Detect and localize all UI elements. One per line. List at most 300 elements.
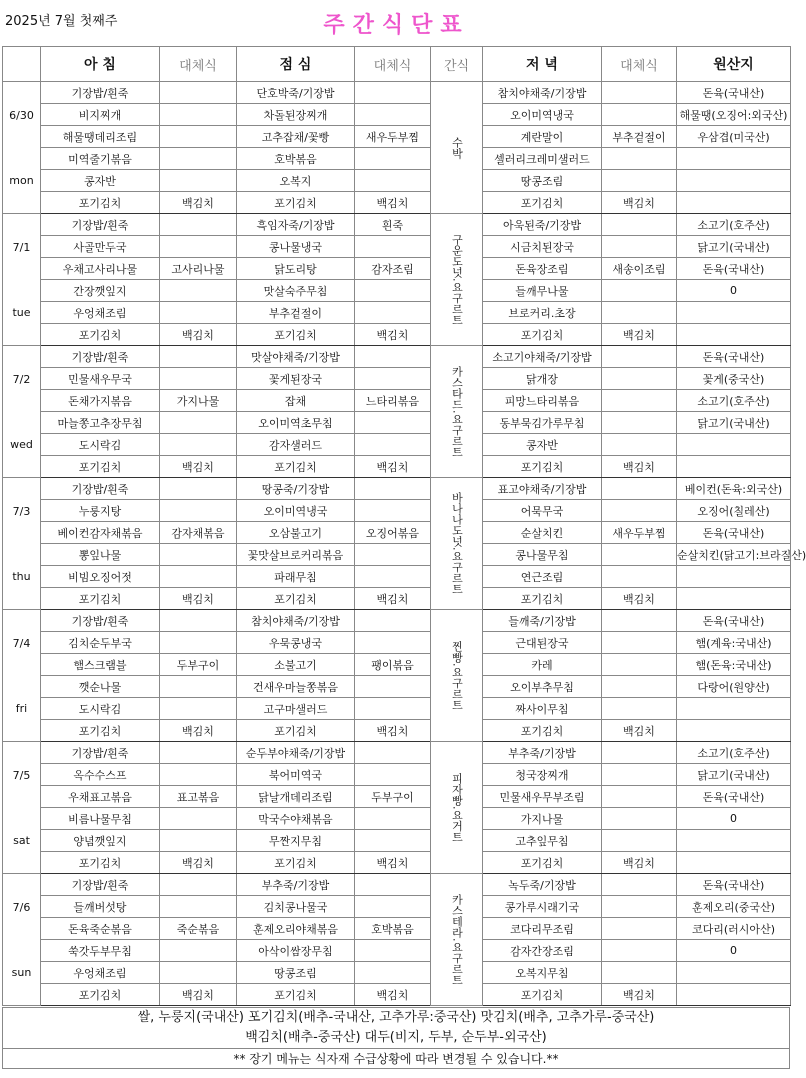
breakfast-cell: 기장밥/흰죽 [41, 82, 160, 104]
day-weekday: fri [15, 701, 28, 715]
breakfast-alt-cell [160, 896, 237, 918]
breakfast-cell: 베이컨감자채볶음 [41, 522, 160, 544]
day-date: 6/30 [9, 108, 34, 122]
origin-cell [677, 720, 791, 742]
dinner-alt-cell: 새우두부찜 [602, 522, 677, 544]
lunch-cell: 차돌된장찌개 [237, 104, 355, 126]
lunch-cell: 건새우마늘쫑볶음 [237, 676, 355, 698]
lunch-cell: 포기김치 [237, 852, 355, 874]
origin-cell: 햄(돈육:국내산) [677, 654, 791, 676]
breakfast-alt-cell [160, 368, 237, 390]
lunch-cell: 포기김치 [237, 984, 355, 1006]
lunch-alt-cell: 백김치 [355, 456, 431, 478]
lunch-alt-cell [355, 82, 431, 104]
breakfast-alt-cell: 백김치 [160, 456, 237, 478]
dinner-alt-cell: 백김치 [602, 456, 677, 478]
dinner-cell: 콩가루시래기국 [483, 896, 602, 918]
breakfast-cell: 포기김치 [41, 192, 160, 214]
dinner-cell: 어묵무국 [483, 500, 602, 522]
menu-row [3, 984, 791, 1006]
lunch-cell: 맛살야채죽/기장밥 [237, 346, 355, 368]
menu-row [3, 676, 791, 698]
menu-row [3, 280, 791, 302]
dinner-alt-cell [602, 236, 677, 258]
lunch-alt-cell [355, 742, 431, 764]
day-cell [3, 610, 41, 742]
origin-cell: 소고기(호주산) [677, 390, 791, 412]
menu-row [3, 566, 791, 588]
weekly-menu-table [2, 46, 806, 1006]
lunch-cell: 아삭이쌈장무침 [237, 940, 355, 962]
dinner-cell: 소고기야채죽/기장밥 [483, 346, 602, 368]
breakfast-alt-cell [160, 632, 237, 654]
menu-row [3, 236, 791, 258]
origin-cell: 훈제오리(중국산) [677, 896, 791, 918]
lunch-alt-cell [355, 104, 431, 126]
menu-row [3, 368, 791, 390]
snack-text: 찐빵.요구르트 [450, 640, 464, 711]
breakfast-alt-cell [160, 830, 237, 852]
breakfast-cell: 우채고사리나물 [41, 258, 160, 280]
lunch-cell: 오이미역냉국 [237, 500, 355, 522]
day-date: 7/2 [12, 372, 31, 386]
col-dinner: 저 녁 [483, 47, 602, 82]
menu-row [3, 940, 791, 962]
origin-cell: 코다리(러시아산) [677, 918, 791, 940]
dinner-alt-cell [602, 918, 677, 940]
breakfast-cell: 기장밥/흰죽 [41, 214, 160, 236]
breakfast-cell: 포기김치 [41, 324, 160, 346]
breakfast-cell: 마늘쫑고추장무침 [41, 412, 160, 434]
origin-cell [677, 170, 791, 192]
lunch-cell: 순두부야채죽/기장밥 [237, 742, 355, 764]
menu-row [3, 522, 791, 544]
day-cell [3, 346, 41, 478]
lunch-alt-cell: 감자조림 [355, 258, 431, 280]
lunch-alt-cell [355, 478, 431, 500]
origin-cell: 해물땡(오징어:외국산) [677, 104, 791, 126]
dinner-cell: 포기김치 [483, 456, 602, 478]
lunch-alt-cell: 새우두부찜 [355, 126, 431, 148]
breakfast-alt-cell [160, 236, 237, 258]
breakfast-cell: 간장깻잎지 [41, 280, 160, 302]
menu-row [3, 148, 791, 170]
lunch-alt-cell [355, 566, 431, 588]
breakfast-cell: 사골만두국 [41, 236, 160, 258]
lunch-alt-cell [355, 170, 431, 192]
dinner-alt-cell [602, 368, 677, 390]
origin-cell: 꽃게(중국산) [677, 368, 791, 390]
breakfast-cell: 돈채가지볶음 [41, 390, 160, 412]
breakfast-alt-cell [160, 82, 237, 104]
origin-cell [677, 302, 791, 324]
breakfast-cell: 기장밥/흰죽 [41, 742, 160, 764]
dinner-cell: 오복지무침 [483, 962, 602, 984]
snack-cell [431, 874, 483, 1006]
snack-text: 바나나도넛.요구르트 [450, 492, 464, 595]
breakfast-alt-cell [160, 742, 237, 764]
breakfast-alt-cell [160, 104, 237, 126]
breakfast-alt-cell [160, 170, 237, 192]
dinner-alt-cell [602, 170, 677, 192]
dinner-alt-cell [602, 764, 677, 786]
dinner-alt-cell [602, 874, 677, 896]
origin-cell: 순살치킨(닭고기:브라질산) [677, 544, 791, 566]
dinner-alt-cell [602, 434, 677, 456]
dinner-cell: 동부묵김가루무침 [483, 412, 602, 434]
menu-row [3, 896, 791, 918]
menu-row [3, 456, 791, 478]
lunch-alt-cell: 느타리볶음 [355, 390, 431, 412]
lunch-cell: 고구마샐러드 [237, 698, 355, 720]
dinner-cell: 순살치킨 [483, 522, 602, 544]
lunch-alt-cell [355, 434, 431, 456]
dinner-alt-cell [602, 698, 677, 720]
day-weekday: tue [12, 305, 31, 319]
lunch-alt-cell [355, 874, 431, 896]
lunch-cell: 땅콩조림 [237, 962, 355, 984]
menu-row [3, 170, 791, 192]
dinner-cell: 표고야채죽/기장밥 [483, 478, 602, 500]
day-weekday: sat [13, 833, 30, 847]
menu-row [3, 786, 791, 808]
origin-cell: 베이컨(돈육:외국산) [677, 478, 791, 500]
menu-row [3, 918, 791, 940]
dinner-alt-cell [602, 390, 677, 412]
menu-row [3, 742, 791, 764]
breakfast-alt-cell: 가지나물 [160, 390, 237, 412]
dinner-cell: 셀러리크레미샐러드 [483, 148, 602, 170]
lunch-alt-cell: 백김치 [355, 588, 431, 610]
dinner-alt-cell: 백김치 [602, 720, 677, 742]
lunch-cell: 오이미역초무침 [237, 412, 355, 434]
lunch-cell: 닭도리탕 [237, 258, 355, 280]
lunch-alt-cell: 오징어볶음 [355, 522, 431, 544]
menu-row [3, 720, 791, 742]
breakfast-alt-cell [160, 544, 237, 566]
dinner-cell: 돈육장조림 [483, 258, 602, 280]
dinner-cell: 감자간장조림 [483, 940, 602, 962]
lunch-cell: 참치야채죽/기장밥 [237, 610, 355, 632]
origin-cell: 돈육(국내산) [677, 346, 791, 368]
origin-cell: 닭고기(국내산) [677, 412, 791, 434]
origin-cell [677, 192, 791, 214]
breakfast-alt-cell: 백김치 [160, 720, 237, 742]
menu-row [3, 830, 791, 852]
breakfast-cell: 기장밥/흰죽 [41, 346, 160, 368]
lunch-cell: 포기김치 [237, 324, 355, 346]
dinner-alt-cell [602, 412, 677, 434]
day-weekday: thu [12, 569, 31, 583]
breakfast-alt-cell [160, 280, 237, 302]
dinner-cell: 포기김치 [483, 720, 602, 742]
dinner-cell: 민물새우무부조림 [483, 786, 602, 808]
breakfast-alt-cell: 백김치 [160, 984, 237, 1006]
menu-row [3, 500, 791, 522]
lunch-cell: 소불고기 [237, 654, 355, 676]
dinner-alt-cell [602, 280, 677, 302]
origin-cell [677, 698, 791, 720]
dinner-cell: 오이부추무침 [483, 676, 602, 698]
menu-row [3, 214, 791, 236]
breakfast-alt-cell [160, 940, 237, 962]
breakfast-cell: 도시락김 [41, 434, 160, 456]
dinner-cell: 녹두죽/기장밥 [483, 874, 602, 896]
snack-cell [431, 214, 483, 346]
breakfast-cell: 포기김치 [41, 456, 160, 478]
origin-cell: 소고기(호주산) [677, 214, 791, 236]
lunch-alt-cell: 백김치 [355, 852, 431, 874]
breakfast-alt-cell [160, 346, 237, 368]
breakfast-cell: 뽕잎나물 [41, 544, 160, 566]
dinner-alt-cell [602, 940, 677, 962]
col-snack: 간식 [431, 47, 483, 82]
snack-text: 구운도넛.요구르트 [450, 233, 464, 326]
dinner-alt-cell [602, 302, 677, 324]
dinner-cell: 아욱된죽/기장밥 [483, 214, 602, 236]
origin-cell [677, 148, 791, 170]
breakfast-cell: 쑥갓두부무침 [41, 940, 160, 962]
lunch-alt-cell: 흰죽 [355, 214, 431, 236]
dinner-cell: 브로커리.초장 [483, 302, 602, 324]
lunch-cell: 김치콩나물국 [237, 896, 355, 918]
dinner-cell: 포기김치 [483, 588, 602, 610]
breakfast-cell: 햄스크램블 [41, 654, 160, 676]
lunch-alt-cell [355, 280, 431, 302]
lunch-alt-cell [355, 236, 431, 258]
lunch-alt-cell: 백김치 [355, 324, 431, 346]
snack-cell [431, 82, 483, 214]
menu-row [3, 104, 791, 126]
lunch-cell: 꽃게된장국 [237, 368, 355, 390]
lunch-cell: 닭날개데리조림 [237, 786, 355, 808]
corner-cell [3, 47, 41, 82]
breakfast-cell: 비지찌개 [41, 104, 160, 126]
breakfast-cell: 민물새우무국 [41, 368, 160, 390]
breakfast-alt-cell [160, 764, 237, 786]
origin-cell [677, 588, 791, 610]
breakfast-cell: 도시락김 [41, 698, 160, 720]
breakfast-alt-cell [160, 610, 237, 632]
origin-cell: 돈육(국내산) [677, 786, 791, 808]
dinner-alt-cell [602, 896, 677, 918]
menu-row [3, 302, 791, 324]
breakfast-alt-cell [160, 698, 237, 720]
origin-cell: 다랑어(원양산) [677, 676, 791, 698]
dinner-cell: 포기김치 [483, 984, 602, 1006]
footer [2, 1007, 790, 1069]
breakfast-cell: 우채표고볶음 [41, 786, 160, 808]
menu-row [3, 390, 791, 412]
lunch-cell: 북어미역국 [237, 764, 355, 786]
breakfast-alt-cell [160, 808, 237, 830]
lunch-alt-cell [355, 610, 431, 632]
dinner-alt-cell [602, 104, 677, 126]
menu-row [3, 654, 791, 676]
period-label: 2025년 7월 첫째주 [5, 14, 118, 29]
menu-row [3, 962, 791, 984]
breakfast-cell: 콩자반 [41, 170, 160, 192]
origin-cell: 0 [677, 808, 791, 830]
menu-row [3, 544, 791, 566]
menu-row [3, 346, 791, 368]
dinner-cell: 포기김치 [483, 852, 602, 874]
breakfast-alt-cell: 백김치 [160, 192, 237, 214]
lunch-alt-cell: 두부구이 [355, 786, 431, 808]
breakfast-alt-cell: 백김치 [160, 852, 237, 874]
dinner-cell: 근대된장국 [483, 632, 602, 654]
dinner-cell: 코다리무조림 [483, 918, 602, 940]
lunch-cell: 꽃맛살브로커리볶음 [237, 544, 355, 566]
breakfast-cell: 기장밥/흰죽 [41, 874, 160, 896]
lunch-alt-cell: 백김치 [355, 984, 431, 1006]
day-date: 7/4 [12, 636, 31, 650]
breakfast-alt-cell [160, 126, 237, 148]
dinner-cell: 들깨죽/기장밥 [483, 610, 602, 632]
dinner-alt-cell: 부추겉절이 [602, 126, 677, 148]
breakfast-alt-cell [160, 434, 237, 456]
menu-row [3, 698, 791, 720]
breakfast-cell: 포기김치 [41, 984, 160, 1006]
dinner-alt-cell: 백김치 [602, 852, 677, 874]
dinner-alt-cell [602, 808, 677, 830]
breakfast-cell: 포기김치 [41, 720, 160, 742]
lunch-alt-cell [355, 962, 431, 984]
snack-text: 카스테라.요구르트 [450, 893, 464, 986]
dinner-alt-cell: 백김치 [602, 984, 677, 1006]
lunch-cell: 우묵콩냉국 [237, 632, 355, 654]
lunch-cell: 고추잡채/꽃빵 [237, 126, 355, 148]
lunch-alt-cell [355, 412, 431, 434]
dinner-alt-cell [602, 544, 677, 566]
snack-text: 수박 [450, 136, 464, 159]
menu-row [3, 324, 791, 346]
menu-row [3, 192, 791, 214]
day-cell [3, 214, 41, 346]
lunch-cell: 콩나물냉국 [237, 236, 355, 258]
breakfast-alt-cell [160, 874, 237, 896]
breakfast-cell: 김치순두부국 [41, 632, 160, 654]
breakfast-cell: 기장밥/흰죽 [41, 610, 160, 632]
lunch-cell: 포기김치 [237, 720, 355, 742]
breakfast-cell: 비름나물무침 [41, 808, 160, 830]
footer-origin-line1: 쌀, 누룽지(국내산) 포기김치(배추-국내산, 고추가루:중국산) 맛김치(배추, 고추가루-중국산) [137, 1010, 655, 1025]
dinner-alt-cell [602, 214, 677, 236]
breakfast-alt-cell [160, 962, 237, 984]
breakfast-alt-cell: 죽순볶음 [160, 918, 237, 940]
breakfast-cell: 기장밥/흰죽 [41, 478, 160, 500]
lunch-alt-cell [355, 500, 431, 522]
dinner-alt-cell [602, 148, 677, 170]
snack-cell [431, 742, 483, 874]
menu-row [3, 764, 791, 786]
menu-row [3, 808, 791, 830]
dinner-alt-cell [602, 676, 677, 698]
col-lunch: 점 심 [237, 47, 355, 82]
breakfast-alt-cell: 백김치 [160, 588, 237, 610]
lunch-cell: 포기김치 [237, 588, 355, 610]
breakfast-cell: 누룽지탕 [41, 500, 160, 522]
lunch-alt-cell [355, 764, 431, 786]
dinner-cell: 땅콩조림 [483, 170, 602, 192]
day-cell [3, 874, 41, 1006]
dinner-cell: 포기김치 [483, 324, 602, 346]
col-lunch-alt: 대체식 [355, 47, 431, 82]
breakfast-cell: 미역줄기볶음 [41, 148, 160, 170]
dinner-alt-cell [602, 346, 677, 368]
menu-row [3, 434, 791, 456]
lunch-alt-cell [355, 808, 431, 830]
footer-note: ** 장기 메뉴는 식자재 수급상황에 따라 변경될 수 있습니다.** [3, 1048, 789, 1069]
day-cell [3, 478, 41, 610]
dinner-alt-cell [602, 786, 677, 808]
lunch-alt-cell: 호박볶음 [355, 918, 431, 940]
lunch-cell: 포기김치 [237, 456, 355, 478]
day-date: 7/1 [12, 240, 31, 254]
origin-cell: 돈육(국내산) [677, 874, 791, 896]
menu-row [3, 126, 791, 148]
lunch-alt-cell [355, 632, 431, 654]
origin-cell [677, 456, 791, 478]
origin-cell: 닭고기(국내산) [677, 764, 791, 786]
menu-body [3, 82, 806, 1006]
day-date: 7/5 [12, 768, 31, 782]
breakfast-cell: 들깨버섯탕 [41, 896, 160, 918]
origin-cell: 우삼겹(미국산) [677, 126, 791, 148]
snack-cell [431, 346, 483, 478]
menu-row [3, 82, 791, 104]
lunch-cell: 맛살숙주무침 [237, 280, 355, 302]
breakfast-alt-cell: 감자채볶음 [160, 522, 237, 544]
origin-cell: 돈육(국내산) [677, 258, 791, 280]
origin-cell [677, 984, 791, 1006]
dinner-alt-cell [602, 962, 677, 984]
dinner-cell: 콩나물무침 [483, 544, 602, 566]
lunch-alt-cell [355, 830, 431, 852]
day-date: 7/3 [12, 504, 31, 518]
day-cell [3, 742, 41, 874]
dinner-cell: 콩자반 [483, 434, 602, 456]
origin-cell: 0 [677, 280, 791, 302]
lunch-alt-cell [355, 302, 431, 324]
lunch-cell: 파래무침 [237, 566, 355, 588]
dinner-alt-cell [602, 610, 677, 632]
day-weekday: sun [11, 965, 32, 979]
origin-cell [677, 566, 791, 588]
lunch-alt-cell: 팽이볶음 [355, 654, 431, 676]
day-date: 7/6 [12, 900, 31, 914]
lunch-alt-cell: 백김치 [355, 720, 431, 742]
dinner-cell: 참치야채죽/기장밥 [483, 82, 602, 104]
col-dinner-alt: 대체식 [602, 47, 677, 82]
dinner-alt-cell [602, 566, 677, 588]
dinner-alt-cell [602, 742, 677, 764]
snack-cell [431, 478, 483, 610]
dinner-alt-cell [602, 82, 677, 104]
lunch-cell: 오복지 [237, 170, 355, 192]
menu-row [3, 258, 791, 280]
lunch-cell: 막국수야채볶음 [237, 808, 355, 830]
origin-cell [677, 434, 791, 456]
snack-cell [431, 610, 483, 742]
origin-cell: 돈육(국내산) [677, 610, 791, 632]
dinner-cell: 들깨무나물 [483, 280, 602, 302]
menu-row [3, 478, 791, 500]
lunch-cell: 땅콩죽/기장밥 [237, 478, 355, 500]
dinner-alt-cell: 백김치 [602, 324, 677, 346]
breakfast-alt-cell: 두부구이 [160, 654, 237, 676]
dinner-cell: 오이미역냉국 [483, 104, 602, 126]
